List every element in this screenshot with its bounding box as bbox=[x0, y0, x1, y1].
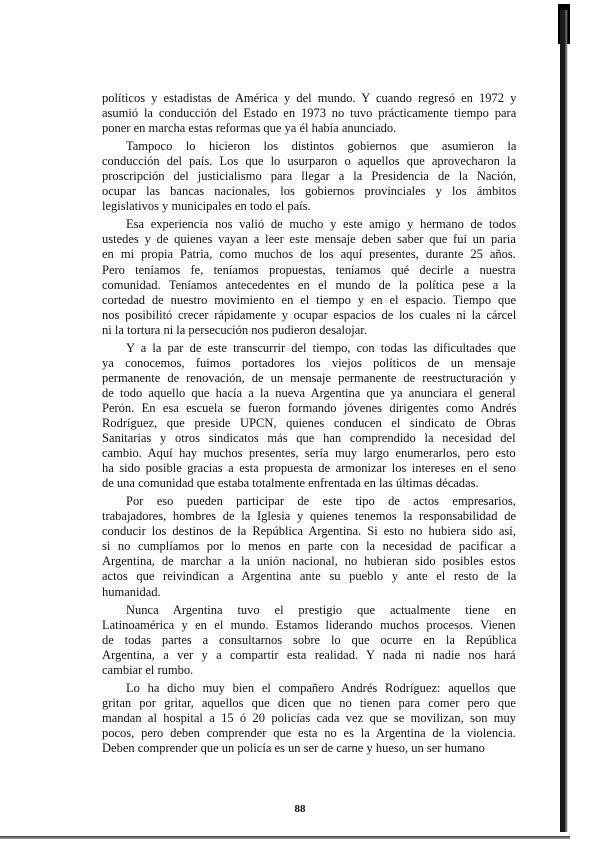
text-line: Tampoco lo hicieron los distintos gobiernos que asumieron la bbox=[126, 139, 517, 154]
text-line: ya conocemos, fuimos portadores los viejos políticos de un mensaje bbox=[102, 355, 516, 370]
paragraph bbox=[102, 494, 516, 599]
scan-edge-shadow-bottom bbox=[0, 836, 570, 839]
text-line: Pero teníamos fe, teníamos propuestas, teníamos qué decirle a nuestra bbox=[102, 262, 516, 277]
text-line: legislativos y municipales en todo el país. bbox=[102, 199, 311, 214]
text-line: comunidad. Teníamos antecedentes en el mundo de la política pese a la bbox=[102, 277, 516, 292]
text-line: Rodríguez, que preside UPCN, quienes conducen el sindicato de Obras bbox=[102, 415, 516, 430]
text-line: Argentina, de marchar a la unión nacional, no hubieran sido posibles estos bbox=[102, 554, 516, 569]
text-line: ocupar las bancas nacionales, los gobiernos provinciales y los ámbitos bbox=[102, 184, 517, 199]
text-line: Latinoamérica y en el mundo. Estamos liderando muchos procesos. Vienen bbox=[102, 617, 516, 632]
text-line: humanidad. bbox=[102, 584, 161, 599]
text-line: Por eso pueden participar de este tipo de actos empresarios, bbox=[126, 494, 516, 509]
text-line: ha sido posible gracias a esta propuesta de armonizar los intereses en el seno bbox=[102, 461, 516, 476]
text-line: pocos, pero deben comprender que esta no es la Argentina de la violencia. bbox=[102, 725, 516, 740]
text-line: políticos y estadistas de América y del mundo. Y cuando regresó en 1972 y bbox=[102, 91, 517, 105]
text-line: ustedes y de quienes vayan a leer este mensaje deben saber que fui un paria bbox=[102, 232, 516, 247]
text-line: permanente de renovación, de un mensaje permanente de reestructuración y bbox=[102, 370, 516, 385]
text-line: asumió la conducción del Estado en 1973 no tuvo prácticamente tiempo para bbox=[102, 106, 517, 121]
text-line: nos posibilitó crecer rápidamente y ocupar espacios de los cuales ni la cárcel bbox=[102, 307, 517, 322]
text-line: Y a la par de este transcurrir del tiempo, con todas las dificultades que bbox=[126, 340, 516, 355]
text-line: actos que reivindican a Argentina ante su pueblo y ante el resto de la bbox=[102, 569, 517, 584]
paragraph bbox=[102, 91, 516, 136]
page-number: 88 bbox=[294, 803, 306, 815]
text-line: mandan al hospital a 15 ó 20 policías cada vez que se movilizan, son muy bbox=[102, 710, 517, 725]
text-line: Argentina, a ver y a compartir esta realidad. Y nada ni nadie nos hará bbox=[102, 647, 516, 662]
text-line: poner en marcha estas reformas que ya él había anunciado. bbox=[102, 121, 397, 136]
text-line: cortedad de nuestro movimiento en el tiempo y en el espacio. Tiempo que bbox=[102, 292, 517, 307]
body-text bbox=[102, 91, 516, 756]
text-line: Deben comprender que un policía es un ser de carne y hueso, un ser humano bbox=[102, 740, 485, 755]
text-line: trabajadores, hombres de la Iglesia y quienes tenemos la responsabilidad de bbox=[102, 509, 517, 524]
paragraph bbox=[102, 603, 516, 678]
text-line: Esa experiencia nos valió de mucho y este amigo y hermano de todos bbox=[126, 217, 517, 232]
text-line: proscripción del justicialismo para llegar a la Presidencia de la Nación, bbox=[102, 169, 517, 184]
text-line: conducir los destinos de la República Argentina. Si esto no hubiera sido así, bbox=[102, 524, 516, 539]
paragraph bbox=[102, 341, 516, 491]
text-line: si no cumplíamos por lo menos en parte con la necesidad de pacificar a bbox=[102, 539, 516, 554]
text-line: ni la tortura ni la persecución nos pudieron desalojar. bbox=[102, 322, 367, 337]
text-line: de una comunidad que estaba totalmente enfrentada en las últimas décadas. bbox=[102, 476, 479, 491]
text-line: cambio. Aquí hay muchos presentes, sería muy largo enumerarlos, pero esto bbox=[102, 446, 516, 461]
text-line: conducción del país. Los que lo usurparon o aquellos que aprovecharon la bbox=[102, 154, 517, 169]
text-line: Nunca Argentina tuvo el prestigio que actualmente tiene en bbox=[126, 602, 517, 617]
text-line: de todas partes a consultarnos sobre lo que ocurre en la República bbox=[102, 632, 517, 647]
scan-edge-shadow-right bbox=[560, 10, 568, 832]
text-line: Sanitarias y otros sindicatos más que han comprendido la necesidad del bbox=[102, 431, 516, 446]
paragraph bbox=[102, 681, 516, 756]
text-line: Perón. En esa escuela se fueron formando jóvenes dirigentes como Andrés bbox=[102, 400, 517, 415]
paragraph bbox=[102, 139, 516, 214]
text-line: de todo aquello que hacía a la nueva Argentina que ya anunciara el general bbox=[102, 385, 516, 400]
paragraph bbox=[102, 217, 516, 337]
text-line: Lo ha dicho muy bien el compañero Andrés Rodríguez: aquellos que bbox=[126, 680, 516, 695]
text-line: en mi propia Patria, como muchos de los aquí presentes, durante 25 años. bbox=[102, 247, 516, 262]
text-line: gritan por gritar, aquellos que dicen que no tienen para comer pero que bbox=[102, 695, 516, 710]
text-line: cambiar el rumbo. bbox=[102, 662, 194, 677]
